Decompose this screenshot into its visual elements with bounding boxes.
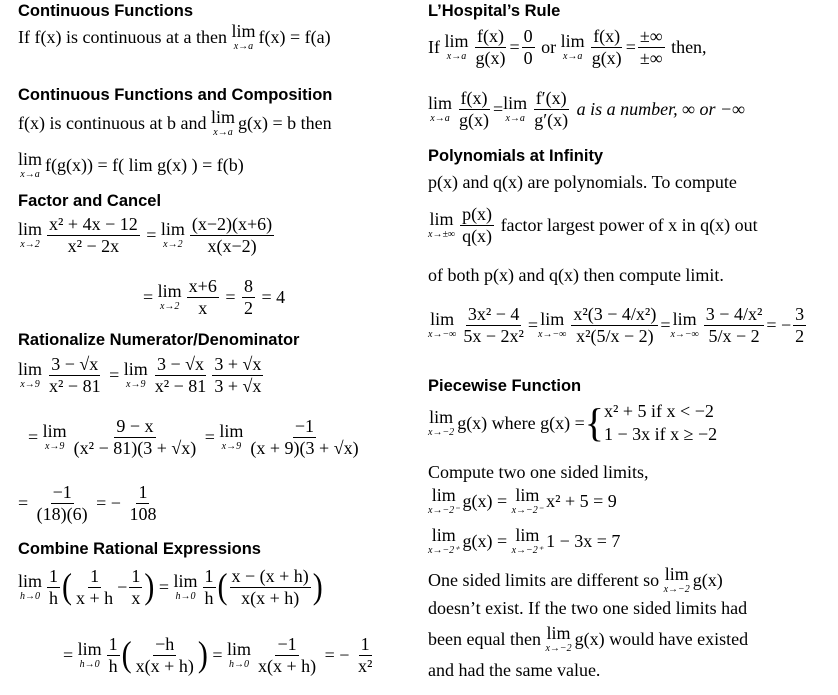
- polynomials-heading: Polynomials at Infinity: [428, 147, 604, 165]
- polynomials-line2: lim x→±∞ $\frac{p(x)}{q(x)}$ factor largest power of x in q(x) out: [428, 204, 758, 246]
- factor-heading: Factor and Cancel: [18, 192, 162, 210]
- continuous-rhs: f(x) = f(a): [258, 26, 331, 47]
- piecewise-heading: Piecewise Function: [428, 377, 582, 395]
- piecewise-line4: been equal then lim x→−2 g(x) would have existed: [428, 623, 749, 654]
- combine-eq1: lim h→0 $\frac{1}{h}$ ( $\frac{1}{x + h}$ − $\frac{1}{x}$ ) = lim h→0 $\frac{1}{h}$ ( $\frac{x - (x + h)}{x(x + h)}$ ): [18, 566, 323, 608]
- composition-line1: f(x) is continuous at b and lim x→a g(x) = b then: [18, 107, 332, 138]
- combine-eq2: = lim h→0 $\frac{1}{h}$ ( $\frac{-h}{x(x + h)}$ ) = lim h→0 $\frac{-1}{x(x + h)}$ = − $\frac{1}{\text{x²}}$: [63, 634, 373, 676]
- lhospital-rule: lim x→a $\frac{f(x)}{g(x)}$ = lim x→a $\frac{f'(x)}{g'(x)}$ a is a number, ∞ or −∞: [428, 88, 745, 130]
- polynomials-line3: of both p(x) and q(x) then compute limit.: [428, 265, 724, 285]
- continuous-text: If f(x) is continuous at a then: [18, 26, 227, 47]
- factor-eq2: = lim x→2 $\frac{x+6}{x}$ = $\frac{8}{2}$ = 4: [143, 276, 286, 318]
- continuous-statement: [18, 22, 331, 52]
- factor-eq1: lim x→2 $\frac{\text{x² + 4x − 12}}{\text{x² − 2x}}$ = lim x→2 $\frac{(x-2)(x+6)}{x(x-2)}$: [18, 214, 273, 256]
- polynomials-example: lim x→−∞ $\frac{\text{3x² − 4}}{\text{5x − 2x²}}$ = lim x→−∞ $\frac{\text{x²(3 − 4/x²)}}{\text{x²(5/x − 2)}}$ = lim x→−∞ $\frac{\text{3 − 4/x²}}{5/x - 2}$ = − $\frac{3}{2}$: [428, 304, 805, 346]
- piecewise-line2: One sided limits are different so lim x→−2 g(x): [428, 564, 723, 595]
- piecewise-definition: lim x→−2 g(x) where g(x) = { x² + 5 if x < −2 1 − 3x if x ≥ −2: [428, 400, 718, 446]
- composition-heading: Continuous Functions and Composition: [18, 86, 333, 104]
- lhospital-heading: L’Hospital’s Rule: [428, 2, 561, 20]
- composition-line2: lim x→a f(g(x)) = f( lim g(x) ) = f(b): [18, 149, 244, 180]
- continuous-heading: Continuous Functions: [18, 2, 194, 20]
- piecewise-right-limit: lim x→−2⁺ g(x) = lim x→−2⁺ 1 − 3x = 7: [428, 525, 621, 556]
- combine-heading: Combine Rational Expressions: [18, 540, 261, 558]
- rationalize-eq1: lim x→9 $\frac{3 - √x}{\text{x² − 81}}$ = lim x→9 $\frac{3 - √x}{\text{x² − 81}}$ $\frac{3 + √x}{3 + √x}$: [18, 354, 262, 396]
- rationalize-eq3: = $\frac{-1}{(18)(6)}$ = − $\frac{1}{108}$: [18, 482, 157, 524]
- piecewise-line1: Compute two one sided limits,: [428, 462, 649, 482]
- rationalize-heading: Rationalize Numerator/Denominator: [18, 331, 300, 349]
- piecewise-left-limit: lim x→−2⁻ g(x) = lim x→−2⁻ x² + 5 = 9: [428, 485, 617, 516]
- rationalize-eq2: = lim x→9 $\frac{9 - x}{\text{(x² − 81)(3 + √x)}}$ = lim x→9 $\frac{-1}{(x + 9)(3 + √x)}$: [28, 416, 359, 458]
- piecewise-line3: doesn’t exist. If the two one sided limits had: [428, 598, 748, 618]
- polynomials-line1: p(x) and q(x) are polynomials. To compute: [428, 172, 737, 192]
- lhospital-condition: If lim x→a $\frac{f(x)}{g(x)}$ = $\frac{0}{0}$ or lim x→a $\frac{f(x)}{g(x)}$ = $\frac{\pm\infty}{\pm\infty}$ then,: [428, 26, 707, 68]
- continuous-limit: lim x→a: [231, 21, 256, 52]
- piecewise-line5: and had the same value.: [428, 660, 601, 680]
